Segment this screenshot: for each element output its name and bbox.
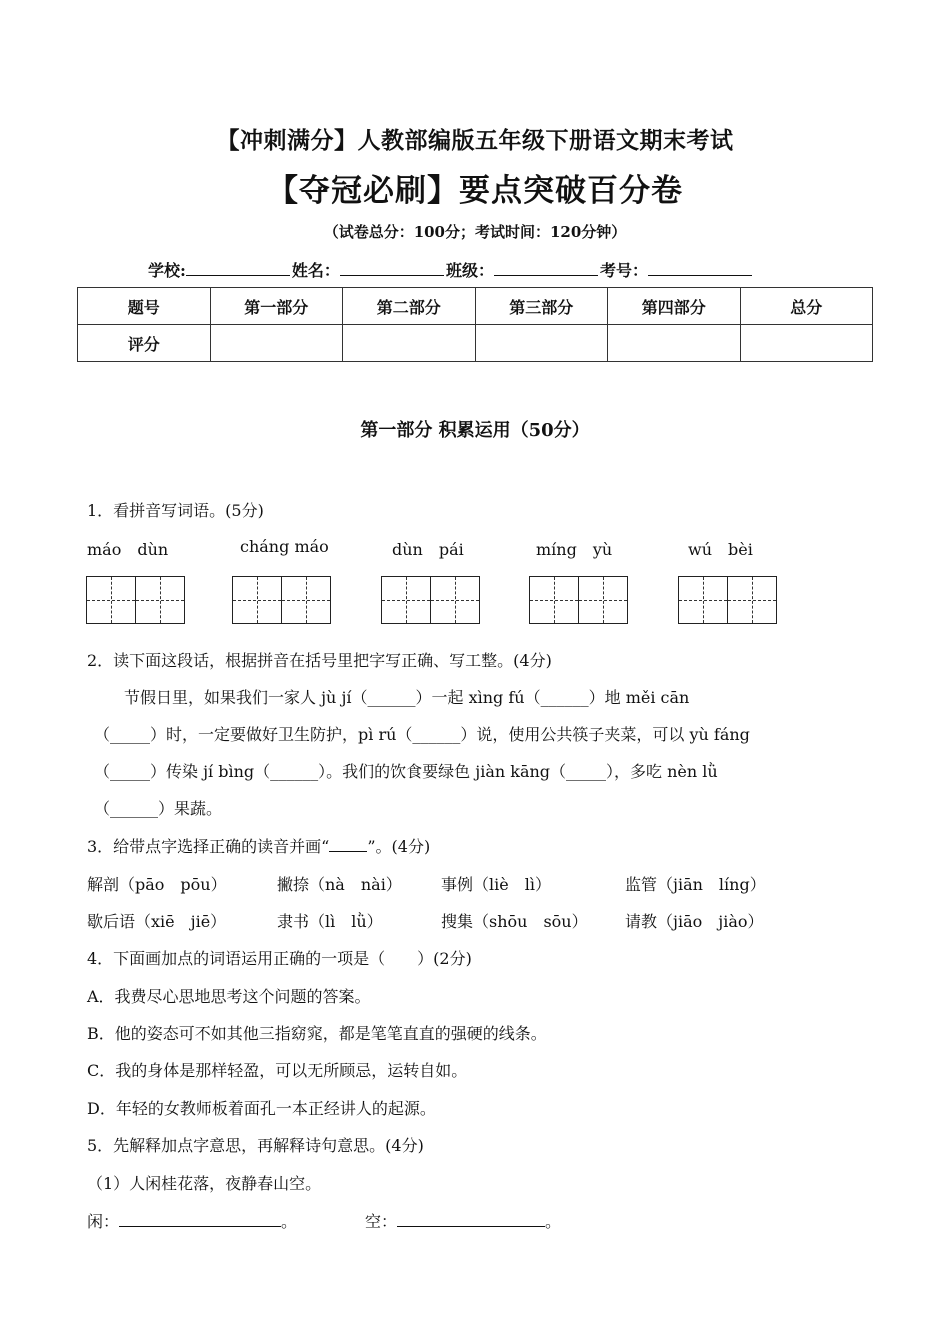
score-header-cell: 第一部分 bbox=[210, 288, 343, 325]
exam-title-line2: 【夺冠必刷】要点突破百分卷 bbox=[267, 173, 683, 209]
score-row-label: 评分 bbox=[78, 325, 211, 362]
q5-blank-kong[interactable] bbox=[397, 1212, 545, 1227]
q3-item: 事例（liè lì） bbox=[441, 875, 551, 894]
score-cell[interactable] bbox=[740, 325, 873, 362]
q4-option-d[interactable]: D．年轻的女教师板着面孔一本正经讲人的起源。 bbox=[87, 1099, 436, 1118]
section1-title: 第一部分 积累运用（50分） bbox=[360, 420, 590, 441]
q3-item: 歇后语（xiē jiē） bbox=[87, 912, 227, 931]
q1-writing-box-3[interactable] bbox=[381, 576, 480, 624]
q3-item: 解剖（pāo pōu） bbox=[87, 875, 227, 894]
q5-period: 。 bbox=[281, 1212, 298, 1231]
score-table-score-row bbox=[78, 325, 873, 362]
q5-answer-xian bbox=[87, 1209, 297, 1232]
q1-pinyin-4: míng yù bbox=[536, 540, 613, 559]
q1-prompt: 1．看拼音写词语。(5分) bbox=[87, 501, 264, 520]
exam-title-line1: 【冲刺满分】人教部编版五年级下册语文期末考试 bbox=[216, 127, 734, 154]
q5-label-kong: 空： bbox=[365, 1212, 398, 1231]
q1-pinyin-5: wú bèi bbox=[688, 540, 753, 559]
q3-prompt-after: ”。(4分) bbox=[367, 837, 431, 856]
score-header-cell: 第三部分 bbox=[475, 288, 608, 325]
q3-item: 监管（jiān líng） bbox=[625, 875, 766, 894]
q3-item: 撇捺（nà nài） bbox=[277, 875, 402, 894]
score-header-cell: 第二部分 bbox=[343, 288, 476, 325]
q1-writing-box-1[interactable] bbox=[86, 576, 185, 624]
q1-pinyin-2: cháng máo bbox=[240, 537, 329, 556]
name-blank[interactable] bbox=[340, 259, 444, 276]
school-blank[interactable] bbox=[186, 259, 290, 276]
q4-option-a[interactable]: A．我费尽心思地思考这个问题的答案。 bbox=[87, 987, 371, 1006]
exam-no-label: 考号： bbox=[599, 261, 648, 280]
q3-prompt bbox=[87, 834, 430, 857]
score-cell[interactable] bbox=[608, 325, 741, 362]
q1-pinyin-1: máo dùn bbox=[87, 540, 169, 559]
school-label: 学校: bbox=[148, 261, 186, 280]
score-header-cell: 题号 bbox=[78, 288, 211, 325]
q3-item: 搜集（shōu sōu） bbox=[441, 912, 588, 931]
score-header-cell: 总分 bbox=[740, 288, 873, 325]
q5-blank-xian[interactable] bbox=[119, 1212, 281, 1227]
q5-period: 。 bbox=[545, 1212, 562, 1231]
q1-pinyin-3: dùn pái bbox=[392, 540, 464, 559]
q1-pinyin-row bbox=[87, 537, 887, 559]
score-cell[interactable] bbox=[343, 325, 476, 362]
score-table bbox=[77, 287, 873, 362]
q1-writing-box-5[interactable] bbox=[678, 576, 777, 624]
q2-paragraph-line3: （_____）传染 jí bìng（______）。我们的饮食要绿色 jiàn kāng（_____），多吃 nèn lǜ bbox=[94, 762, 718, 781]
q2-paragraph-line4: （______）果蔬。 bbox=[94, 799, 223, 818]
underline-mark bbox=[329, 837, 367, 852]
q3-item: 隶书（lì lǜ） bbox=[277, 912, 383, 931]
q3-item: 请教（jiāo jiào） bbox=[625, 912, 764, 931]
class-label: 班级： bbox=[445, 261, 494, 280]
student-info-fields bbox=[148, 258, 754, 281]
q4-option-b[interactable]: B．他的姿态可不如其他三指窈窕，都是笔笔直直的强硬的线条。 bbox=[87, 1024, 547, 1043]
score-table-header-row bbox=[78, 288, 873, 325]
exam-no-blank[interactable] bbox=[648, 259, 752, 276]
q2-paragraph-line2: （_____）时，一定要做好卫生防护，pì rú（______）说，使用公共筷子夹菜，可以 yù fáng bbox=[94, 725, 750, 744]
class-blank[interactable] bbox=[494, 259, 598, 276]
score-cell[interactable] bbox=[210, 325, 343, 362]
score-header-cell: 第四部分 bbox=[608, 288, 741, 325]
score-cell[interactable] bbox=[475, 325, 608, 362]
q4-prompt: 4．下面画加点的词语运用正确的一项是（ ）(2分) bbox=[87, 949, 472, 968]
q5-prompt: 5．先解释加点字意思，再解释诗句意思。(4分) bbox=[87, 1136, 424, 1155]
exam-info: （试卷总分：100分；考试时间：120分钟） bbox=[323, 223, 627, 241]
q5-answer-kong bbox=[365, 1209, 561, 1232]
name-label: 姓名： bbox=[291, 261, 340, 280]
q4-option-c[interactable]: C．我的身体是那样轻盈，可以无所顾忌，运转自如。 bbox=[87, 1061, 468, 1080]
q2-prompt: 2．读下面这段话，根据拼音在括号里把字写正确、写工整。(4分) bbox=[87, 651, 552, 670]
q3-prompt-before: 3．给带点字选择正确的读音并画“ bbox=[87, 837, 330, 856]
q5-sub1: （1）人闲桂花落，夜静春山空。 bbox=[87, 1174, 322, 1193]
q2-paragraph-line1: 节假日里，如果我们一家人 jù jí（______）一起 xìng fú（______）地 měi cān bbox=[124, 688, 690, 707]
q5-label-xian: 闲： bbox=[87, 1212, 120, 1231]
q1-writing-box-4[interactable] bbox=[529, 576, 628, 624]
q1-writing-box-2[interactable] bbox=[232, 576, 331, 624]
